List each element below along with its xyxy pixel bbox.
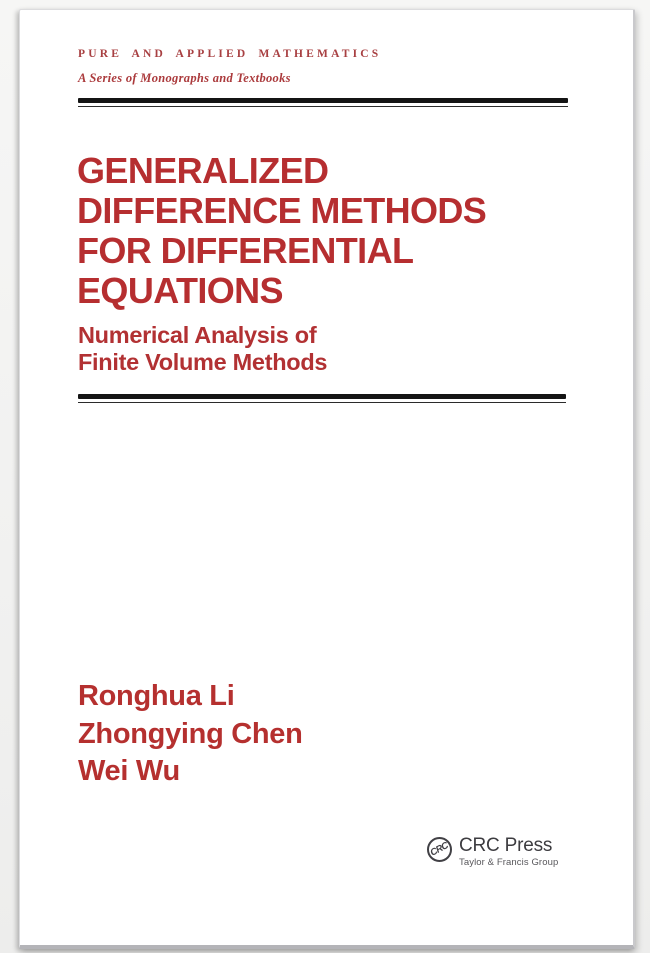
book-title-line: FOR DIFFERENTIAL (77, 230, 414, 271)
book-subtitle (78, 322, 327, 375)
publisher-tagline: Taylor & Francis Group (459, 857, 559, 868)
book-subtitle-line: Numerical Analysis of (78, 322, 317, 348)
book-title (77, 151, 486, 311)
rule-thin-line (78, 106, 568, 108)
bottom-double-rule (78, 394, 566, 403)
publisher-logo (427, 836, 558, 868)
author-name: Wei Wu (78, 755, 180, 787)
publisher-name: CRC Press (459, 835, 553, 856)
publisher-text (459, 836, 558, 868)
book-title-line: DIFFERENCE METHODS (77, 190, 487, 231)
series-title: PURE AND APPLIED MATHEMATICS (78, 48, 382, 60)
book-cover-page (19, 9, 635, 949)
crc-monogram: CRC (428, 840, 451, 859)
author-list (78, 678, 303, 791)
book-title-line: EQUATIONS (77, 270, 283, 311)
rule-thin-line (78, 402, 566, 404)
rule-thick-line (78, 394, 566, 399)
top-double-rule (78, 98, 568, 107)
rule-thick-line (78, 98, 568, 103)
book-subtitle-line: Finite Volume Methods (78, 348, 328, 375)
series-subtitle: A Series of Monographs and Textbooks (78, 71, 291, 85)
author-name: Zhongying Chen (78, 717, 303, 750)
book-title-line: GENERALIZED (77, 150, 329, 191)
author-name: Ronghua Li (78, 680, 235, 712)
crc-logo-icon (427, 837, 452, 862)
